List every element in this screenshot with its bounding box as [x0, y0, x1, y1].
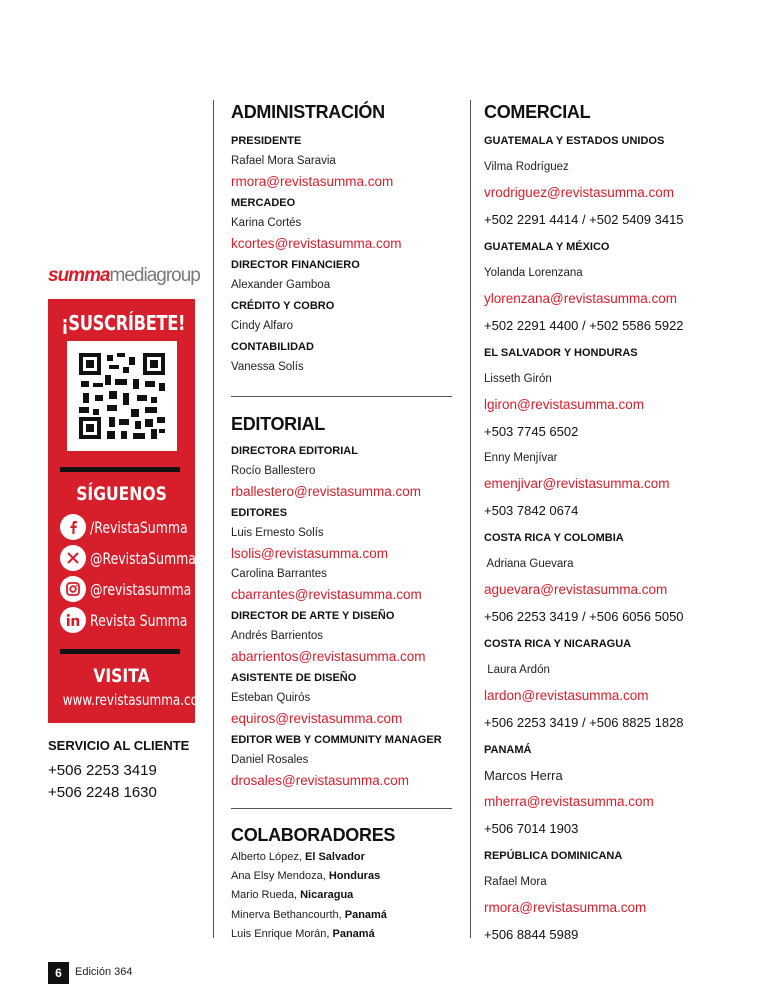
- social-x[interactable]: @RevistaSumma: [60, 544, 226, 572]
- social-facebook[interactable]: /RevistaSumma: [60, 513, 215, 541]
- email-link[interactable]: aguevara@revistasumma.com: [484, 582, 668, 597]
- section-divider: [231, 808, 452, 809]
- phone-number[interactable]: +503 7745 6502: [484, 424, 579, 439]
- person-name: Carolina Barrantes: [231, 568, 327, 580]
- facebook-icon: [60, 514, 86, 540]
- section-title-collaborators: COLABORADORES: [231, 825, 396, 845]
- email-link[interactable]: abarrientos@revistasumma.com: [231, 649, 426, 664]
- person-name: Marcos Herra: [484, 768, 563, 783]
- role-label: CRÉDITO Y COBRO: [231, 300, 335, 312]
- follow-heading: SÍGUENOS: [76, 483, 167, 505]
- role-label: DIRECTOR FINANCIERO: [231, 259, 360, 271]
- region-label: PANAMÁ: [484, 744, 532, 756]
- role-label: EDITORES: [231, 507, 288, 519]
- person-name: Cindy Alfaro: [231, 320, 294, 332]
- person-name: Rafael Mora: [484, 876, 547, 888]
- person-name: Daniel Rosales: [231, 754, 309, 766]
- divider: [60, 649, 180, 654]
- linkedin-icon: [60, 607, 86, 633]
- region-label: EL SALVADOR Y HONDURAS: [484, 347, 638, 359]
- social-linkedin[interactable]: Revista Summa: [60, 606, 215, 634]
- person-name: Rafael Mora Saravia: [231, 155, 336, 167]
- qr-code[interactable]: [67, 341, 177, 451]
- person-name: Lisseth Girón: [484, 373, 552, 385]
- phone-number[interactable]: +506 2253 3419 / +506 8825 1828: [484, 715, 684, 730]
- instagram-icon: [60, 576, 86, 602]
- email-link[interactable]: rmora@revistasumma.com: [484, 900, 647, 915]
- social-instagram[interactable]: @revistasumma: [60, 575, 220, 603]
- section-title-commercial: COMERCIAL: [484, 102, 591, 122]
- phone-number[interactable]: +502 2291 4414 / +502 5409 3415: [484, 212, 684, 227]
- person-name: Andrés Barrientos: [231, 630, 324, 642]
- section-title-administration: ADMINISTRACIÓN: [231, 102, 385, 122]
- edition-label: Edición 364: [75, 966, 133, 978]
- customer-service-phone[interactable]: +506 2248 1630: [48, 784, 157, 801]
- divider: [60, 467, 180, 472]
- phone-number[interactable]: +506 8844 5989: [484, 927, 579, 942]
- person-name: Luis Ernesto Solís: [231, 527, 324, 539]
- collaborator-item: Minerva Bethancourth, Panamá: [231, 909, 387, 921]
- region-label: GUATEMALA Y ESTADOS UNIDOS: [484, 135, 665, 147]
- website-link[interactable]: www.revistasumma.com: [62, 691, 210, 709]
- person-name: Alexander Gamboa: [231, 279, 331, 291]
- subscribe-heading: ¡SUSCRÍBETE!: [61, 311, 186, 335]
- role-label: MERCADEO: [231, 197, 296, 209]
- region-label: COSTA RICA Y COLOMBIA: [484, 532, 624, 544]
- region-label: COSTA RICA Y NICARAGUA: [484, 638, 632, 650]
- person-name: Vanessa Solís: [231, 361, 304, 373]
- phone-number[interactable]: +506 7014 1903: [484, 821, 579, 836]
- person-name: Laura Ardón: [484, 664, 550, 676]
- person-name: Rocío Ballestero: [231, 465, 316, 477]
- email-link[interactable]: cbarrantes@revistasumma.com: [231, 587, 422, 602]
- collaborator-item: Luis Enrique Morán, Panamá: [231, 928, 375, 940]
- customer-service-phone[interactable]: +506 2253 3419: [48, 762, 157, 779]
- email-link[interactable]: lgiron@revistasumma.com: [484, 397, 644, 412]
- page-number: 6: [48, 962, 69, 984]
- customer-service-title: SERVICIO AL CLIENTE: [48, 738, 190, 753]
- section-title-editorial: EDITORIAL: [231, 414, 325, 434]
- collaborator-item: Alberto López, El Salvador: [231, 851, 365, 863]
- phone-number[interactable]: +503 7842 0674: [484, 503, 579, 518]
- person-name: Vilma Rodríguez: [484, 161, 569, 173]
- person-name: Adriana Guevara: [484, 558, 574, 570]
- role-label: EDITOR WEB Y COMMUNITY MANAGER: [231, 734, 442, 746]
- email-link[interactable]: equiros@revistasumma.com: [231, 711, 403, 726]
- role-label: DIRECTORA EDITORIAL: [231, 445, 358, 457]
- region-label: GUATEMALA Y MÉXICO: [484, 241, 610, 253]
- email-link[interactable]: lsolis@revistasumma.com: [231, 546, 388, 561]
- email-link[interactable]: rballestero@revistasumma.com: [231, 484, 422, 499]
- column-rule: [213, 100, 214, 938]
- qr-code-icon: [79, 353, 165, 439]
- role-label: DIRECTOR DE ARTE Y DISEÑO: [231, 610, 395, 622]
- email-link[interactable]: ylorenzana@revistasumma.com: [484, 291, 678, 306]
- role-label: ASISTENTE DE DISEÑO: [231, 672, 357, 684]
- person-name: Yolanda Lorenzana: [484, 267, 583, 279]
- email-link[interactable]: kcortes@revistasumma.com: [231, 236, 402, 251]
- person-name: Enny Menjívar: [484, 452, 558, 464]
- email-link[interactable]: vrodriguez@revistasumma.com: [484, 185, 675, 200]
- x-icon: [60, 545, 86, 571]
- summa-logo: summamediagroup: [48, 265, 200, 286]
- phone-number[interactable]: +502 2291 4400 / +502 5586 5922: [484, 318, 684, 333]
- phone-number[interactable]: +506 2253 3419 / +506 6056 5050: [484, 609, 684, 624]
- email-link[interactable]: mherra@revistasumma.com: [484, 794, 654, 809]
- visit-heading: VISITA: [93, 665, 150, 687]
- column-rule: [470, 100, 471, 938]
- person-name: Esteban Quirós: [231, 692, 311, 704]
- region-label: REPÚBLICA DOMINICANA: [484, 850, 623, 862]
- subscribe-panel: [48, 299, 210, 723]
- email-link[interactable]: emenjivar@revistasumma.com: [484, 476, 670, 491]
- collaborator-item: Mario Rueda, Nicaragua: [231, 889, 354, 901]
- person-name: Karina Cortés: [231, 217, 302, 229]
- role-label: CONTABILIDAD: [231, 341, 314, 353]
- email-link[interactable]: lardon@revistasumma.com: [484, 688, 649, 703]
- email-link[interactable]: drosales@revistasumma.com: [231, 773, 410, 788]
- role-label: PRESIDENTE: [231, 135, 302, 147]
- collaborator-item: Ana Elsy Mendoza, Honduras: [231, 870, 381, 882]
- email-link[interactable]: rmora@revistasumma.com: [231, 174, 394, 189]
- section-divider: [231, 396, 452, 397]
